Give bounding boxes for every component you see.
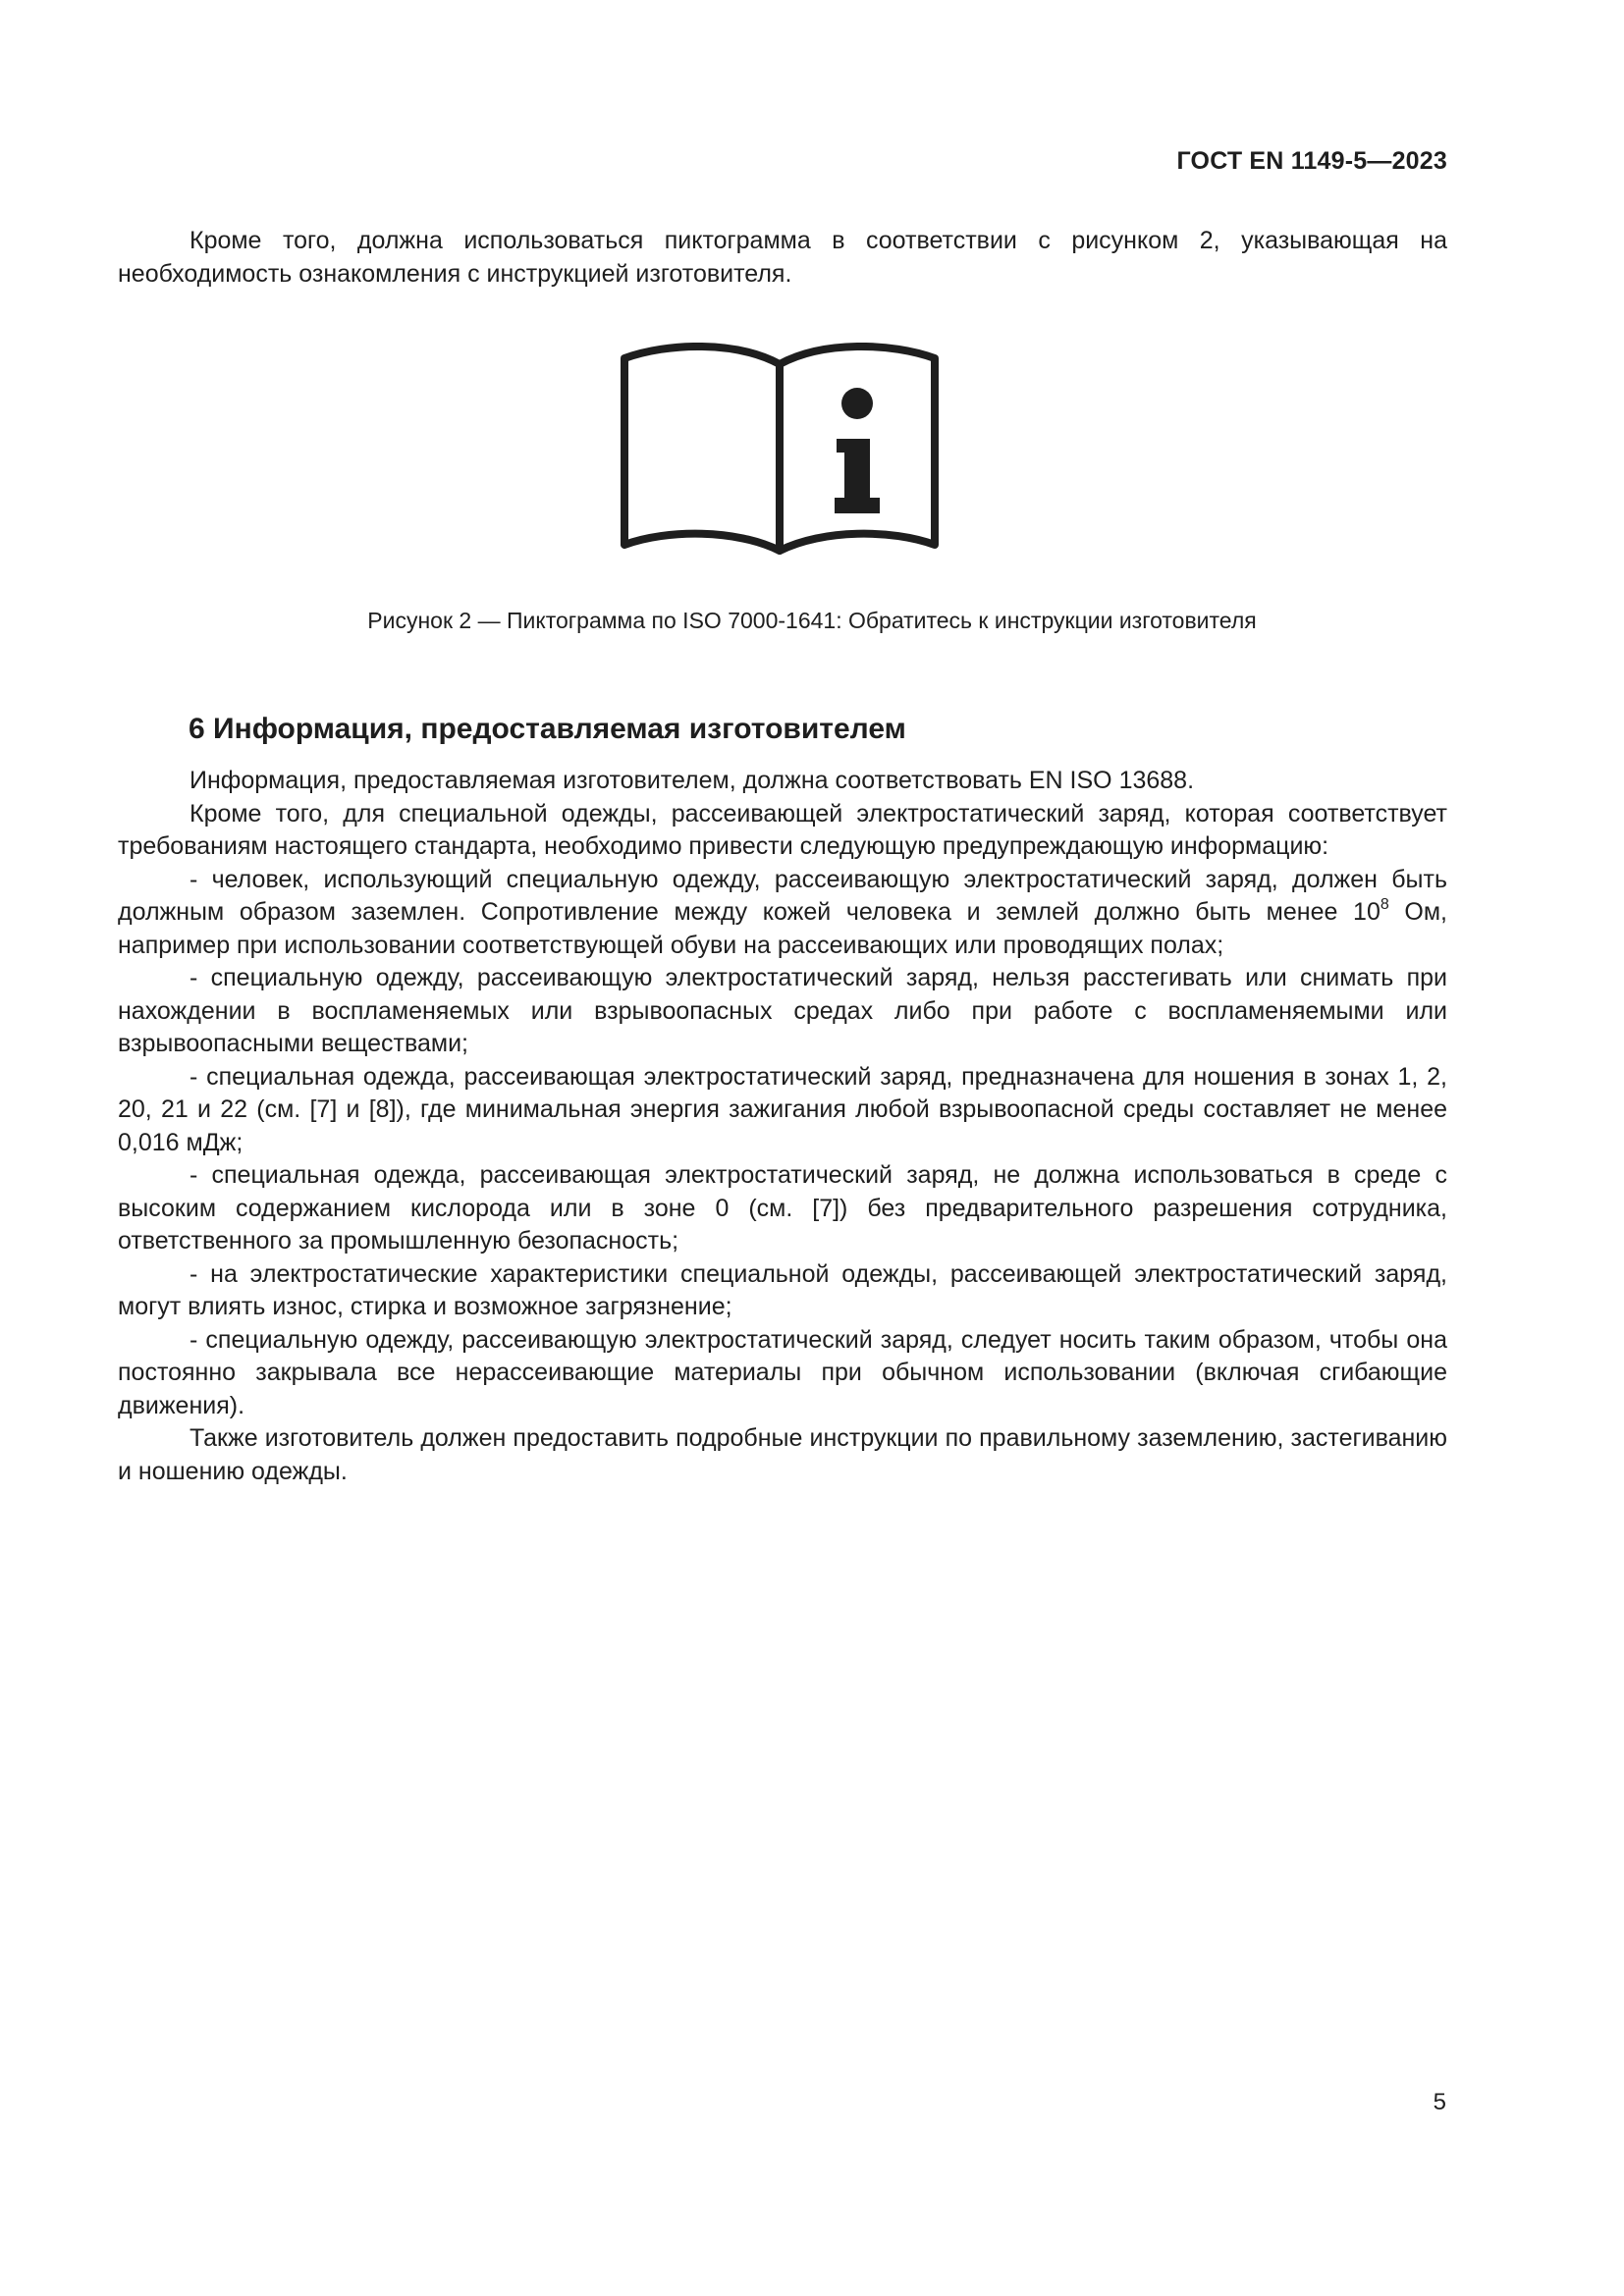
bullet-item: - на электростатические характеристики специальной одежды, рассеивающей электростатический заряд, могут влиять износ, стирка и возможное загрязнение; bbox=[118, 1259, 1447, 1320]
figure-caption: Рисунок 2 — Пиктограмма по ISO 7000-1641: Обратитесь к инструкции изготовителя bbox=[367, 608, 1257, 633]
bullet-text: - человек, использующий специальную одежду, рассеивающую электростатический заряд, должен быть должным образом заземлен. Сопротивление между кожей человека и землей должно быть менее 10 bbox=[118, 865, 1447, 926]
document-id-header: ГОСТ EN 1149-5—2023 bbox=[1176, 147, 1447, 175]
book-info-icon bbox=[619, 343, 941, 561]
section-title: 6 Информация, предоставляемая изготовителем bbox=[189, 713, 906, 745]
bullet-item: - специальная одежда, рассеивающая электростатический заряд, не должна использоваться в среде с высоким содержанием кислорода или в зоне 0 (см. [7]) без предварительного разрешения сотрудника, ответственного за промышленную безопасность; bbox=[118, 1161, 1447, 1255]
intro-text bbox=[118, 225, 1447, 291]
bullet-grounding bbox=[118, 864, 1447, 963]
paragraph: Информация, предоставляемая изготовителем, должна соответствовать EN ISO 13688. bbox=[189, 767, 1195, 794]
paragraph: Кроме того, для специальной одежды, рассеивающей электростатический заряд, которая соответствует требованиям настоящего стандарта, необходимо привести следующую предупреждающую информацию: bbox=[118, 799, 1447, 860]
bullet-item: - специальную одежду, рассеивающую электростатический заряд, нельзя расстегивать или снимать при нахождении в воспламеняемых или взрывоопасных средах либо при работе с воспламеняемыми или взрывоопасными веществами; bbox=[118, 964, 1447, 1057]
figure-2 bbox=[619, 343, 941, 561]
page-number: 5 bbox=[1433, 2089, 1446, 2115]
section-body bbox=[118, 765, 1447, 1488]
bullet-text: Ом, например при использовании соответствующей обуви на рассеивающих или проводящих полах; bbox=[118, 898, 1447, 959]
bullet-item: - специальную одежду, рассеивающую электростатический заряд, следует носить таким образом, чтобы она постоянно закрывала все нерассеивающие материалы при обычном использовании (включая сгибающие движения). bbox=[118, 1325, 1447, 1419]
bullet-item: - специальная одежда, рассеивающая электростатический заряд, предназначена для ношения в зонах 1, 2, 20, 21 и 22 (см. [7] и [8]), где минимальная энергия зажигания любой взрывоопасной среды составляет не менее 0,016 мДж; bbox=[118, 1062, 1447, 1156]
exponent: 8 bbox=[1380, 895, 1389, 913]
intro-paragraph: Кроме того, должна использоваться пиктограмма в соответствии с рисунком 2, указывающая на необходимость ознакомления с инструкцией изготовителя. bbox=[118, 227, 1447, 288]
closing-paragraph: Также изготовитель должен предоставить подробные инструкции по правильному заземлению, застегиванию и ношению одежды. bbox=[118, 1424, 1447, 1485]
